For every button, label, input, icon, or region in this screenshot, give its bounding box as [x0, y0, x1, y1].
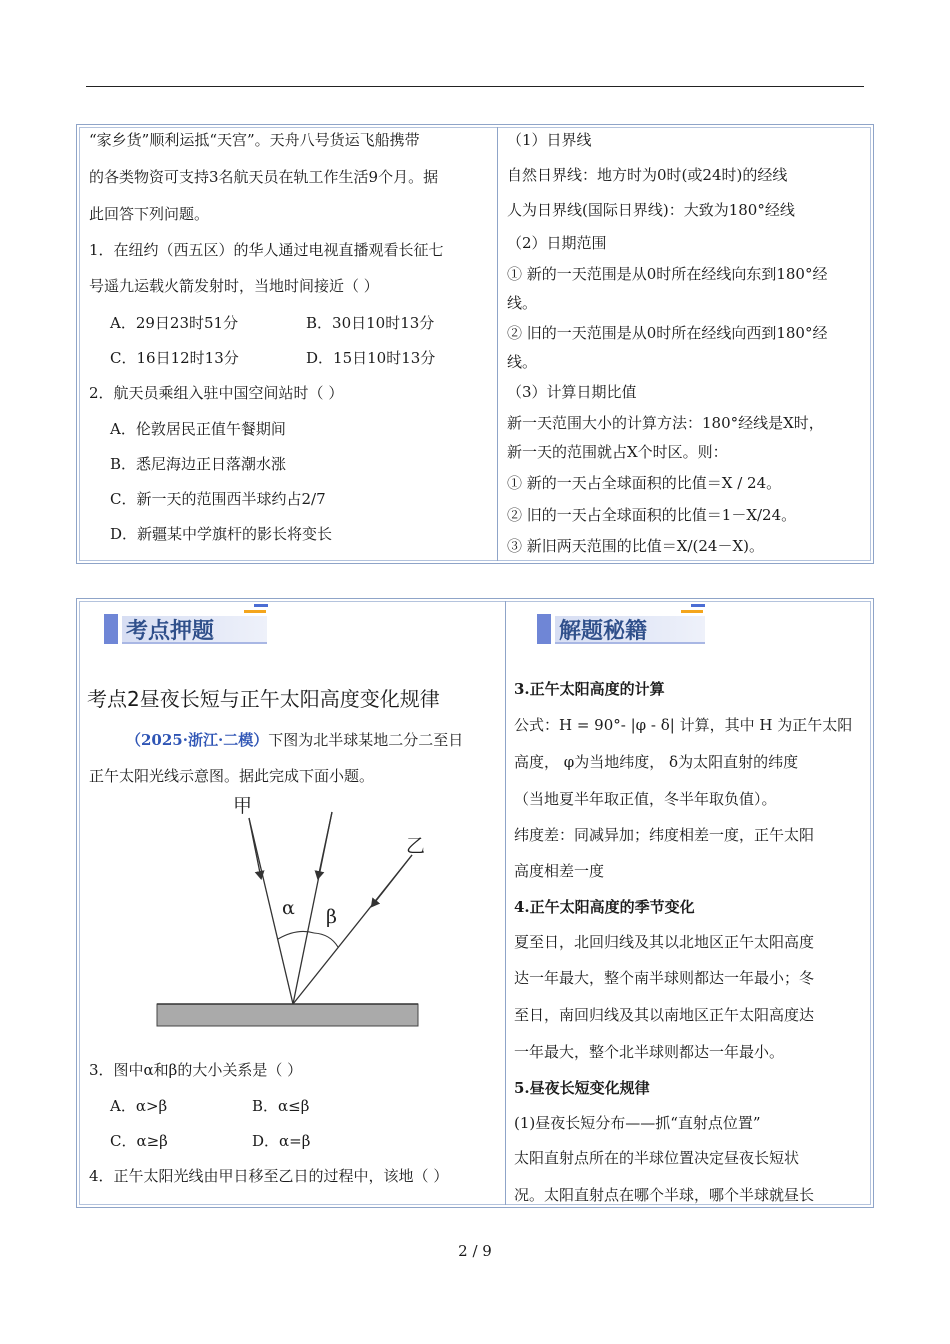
tip-line: ① 新的一天占全球面积的比值＝X / 24。	[507, 474, 782, 492]
option-d: D．新疆某中学旗杆的影长将变长	[110, 525, 333, 543]
tip-line: 自然日界线：地方时为0时(或24时)的经线	[507, 166, 788, 184]
intro-line: 的各类物资可支持3名航天员在轨工作生活9个月。据	[89, 168, 439, 186]
source-tag: （2025·浙江·二模）	[126, 731, 269, 749]
tip-line: ① 新的一天范围是从0时所在经线向东到180°经	[507, 265, 828, 283]
page-number: 2 / 9	[458, 1242, 492, 1260]
label-yi: 乙	[406, 835, 426, 857]
question-1-stem: 号遥九运载火箭发射时，当地时间接近（ ）	[89, 277, 379, 295]
tip-line: ② 旧的一天范围是从0时所在经线向西到180°经	[507, 324, 828, 342]
tip-line: ② 旧的一天占全球面积的比值＝1－X/24。	[507, 506, 797, 524]
tip-line: （3）计算日期比值	[507, 383, 637, 401]
tip-line: 新一天范围大小的计算方法：180°经线是X时，	[507, 414, 824, 432]
tip-line: 人为日界线(国际日界线)：大致为180°经线	[507, 201, 795, 219]
intro-line: “家乡货”顺利运抵“天宫”。天舟八号货运飞船携带	[89, 131, 420, 149]
tip-line: 纬度差：同减异加；纬度相差一度，正午太阳	[514, 826, 815, 844]
tip-line: （当地夏半年取正值，冬半年取负值）。	[514, 790, 777, 808]
tip-line: 线。	[507, 353, 538, 371]
tip-line: (1)昼夜长短分布——抓“直射点位置”	[514, 1114, 761, 1132]
intro-line: 此回答下列问题。	[89, 205, 210, 223]
tip-line: 达一年最大，整个南半球则都达一年最小；冬	[514, 969, 815, 987]
tip-line: 高度相差一度	[514, 862, 605, 880]
tip-line: ③ 新旧两天范围的比值＝X/(24－X)。	[507, 537, 764, 555]
option-b: B．α≤β	[252, 1097, 310, 1115]
tip-line: 线。	[507, 294, 538, 312]
tip-line: （1）日界线	[507, 131, 592, 149]
tip-heading: 3.正午太阳高度的计算	[514, 680, 665, 698]
tip-line: 一年最大，整个北半球则都达一年最小。	[514, 1043, 785, 1061]
option-d: D．15日10时13分	[306, 349, 436, 367]
badge-solution-tips: 解题秘籍	[537, 604, 707, 644]
source-text: 下图为北半球某地二分二至日	[268, 731, 464, 749]
tip-line: 夏至日，北回归线及其以北地区正午太阳高度	[514, 933, 815, 951]
tip-line: 至日，南回归线及其以南地区正午太阳高度达	[514, 1006, 815, 1024]
option-d: D．α=β	[252, 1132, 311, 1150]
tip-heading: 5.昼夜长短变化规律	[514, 1079, 650, 1097]
sun-ray-diagram	[150, 790, 440, 1030]
section-title: 考点2昼夜长短与正午太阳高度变化规律	[87, 687, 440, 711]
option-b: B．悉尼海边正日落潮水涨	[110, 455, 287, 473]
tip-line: （2）日期范围	[507, 234, 607, 252]
question-source	[126, 730, 463, 750]
label-beta: β	[326, 906, 337, 928]
tip-line: 况。太阳直射点在哪个半球，哪个半球就昼长	[514, 1186, 815, 1204]
label-jia: 甲	[233, 795, 253, 817]
option-a: A．伦敦居民正值午餐期间	[110, 420, 286, 438]
header-rule	[86, 86, 864, 87]
question-1-stem: 1．在纽约（西五区）的华人通过电视直播观看长征七	[89, 241, 444, 259]
question-3-stem: 3．图中α和β的大小关系是（ ）	[89, 1061, 303, 1079]
source-line: 正午太阳光线示意图。据此完成下面小题。	[89, 767, 375, 785]
angle-beta-arc	[314, 933, 338, 947]
question-4-stem: 4．正午太阳光线由甲日移至乙日的过程中，该地（ ）	[89, 1167, 449, 1185]
option-c: C．新一天的范围西半球约占2/7	[110, 490, 326, 508]
tip-line: 新一天的范围就占X个时区。则：	[507, 443, 728, 461]
badge-exam-points: 考点押题	[104, 604, 274, 644]
option-a: A．α>β	[110, 1097, 168, 1115]
tip-line: 太阳直射点所在的半球位置决定昼夜长短状	[514, 1149, 800, 1167]
option-c: C．α≥β	[110, 1132, 168, 1150]
tip-line: 公式：H = 90°- |φ - δ| 计算，其中 H 为正午太阳	[514, 716, 853, 734]
option-b: B．30日10时13分	[306, 314, 435, 332]
ground	[157, 1004, 418, 1026]
tip-heading: 4.正午太阳高度的季节变化	[514, 898, 695, 916]
tip-line: 高度， φ为当地纬度， δ为太阳直射的纬度	[514, 753, 799, 771]
question-2-stem: 2．航天员乘组入驻中国空间站时（ ）	[89, 384, 344, 402]
label-alpha: α	[282, 897, 295, 919]
option-c: C．16日12时13分	[110, 349, 239, 367]
angle-alpha-arc	[278, 931, 314, 939]
option-a: A．29日23时51分	[110, 314, 239, 332]
